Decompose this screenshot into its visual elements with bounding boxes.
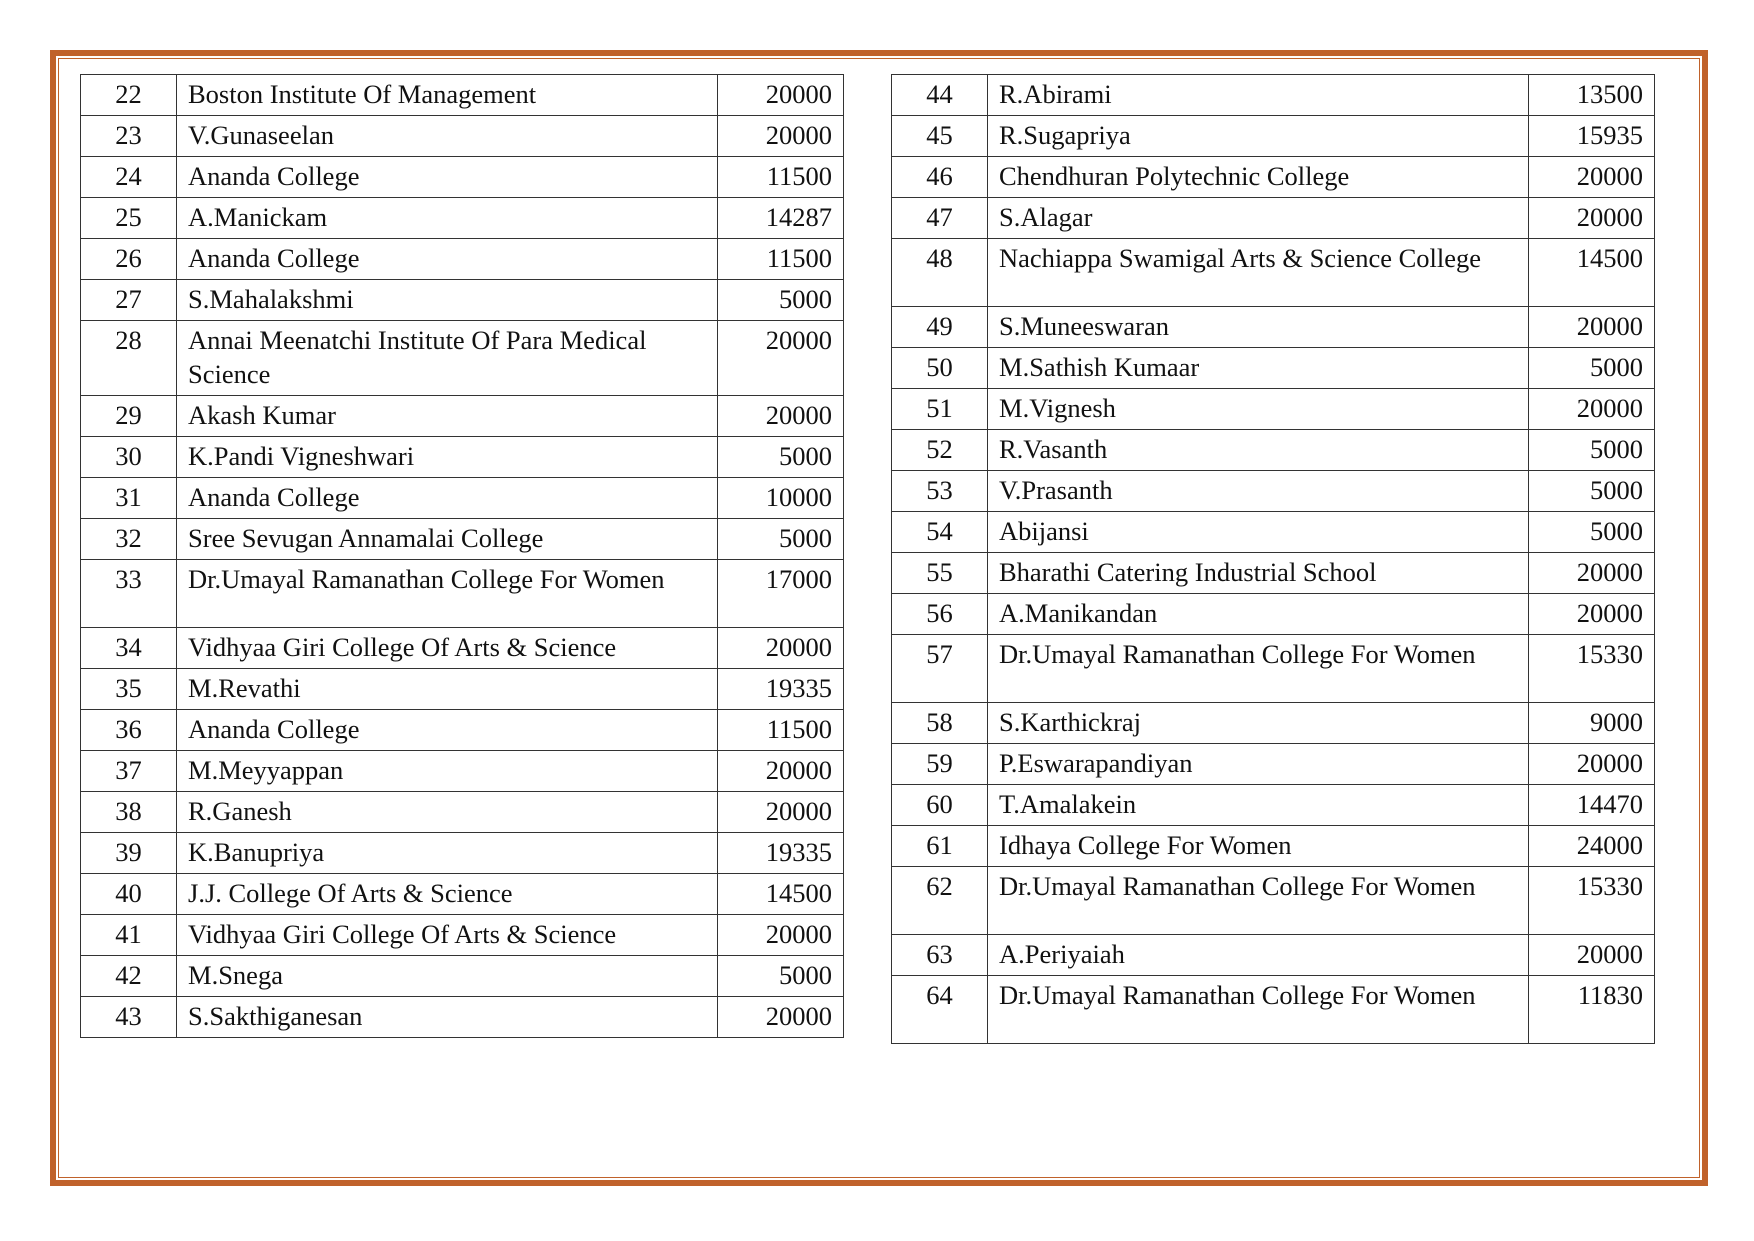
amount: 14287: [718, 198, 844, 239]
table-row: [81, 560, 844, 628]
recipient-name: Abijansi: [988, 512, 1529, 553]
recipient-name: R.Ganesh: [177, 792, 718, 833]
amount: 14500: [1529, 239, 1655, 307]
recipient-name: Dr.Umayal Ramanathan College For Women: [988, 976, 1529, 1044]
recipient-name: S.Alagar: [988, 198, 1529, 239]
table-row: [892, 471, 1655, 512]
amount: 19335: [718, 669, 844, 710]
row-number: 63: [892, 935, 988, 976]
row-number: 57: [892, 635, 988, 703]
amount: 13500: [1529, 75, 1655, 116]
recipient-name: Idhaya College For Women: [988, 826, 1529, 867]
row-number: 32: [81, 519, 177, 560]
table-row: [81, 198, 844, 239]
table-row: [892, 635, 1655, 703]
recipient-name: V.Prasanth: [988, 471, 1529, 512]
recipient-name: A.Periyaiah: [988, 935, 1529, 976]
row-number: 44: [892, 75, 988, 116]
table-row: [892, 935, 1655, 976]
recipient-name: Ananda College: [177, 710, 718, 751]
row-number: 45: [892, 116, 988, 157]
recipient-name: Ananda College: [177, 157, 718, 198]
amount: 15330: [1529, 867, 1655, 935]
amount: 20000: [1529, 157, 1655, 198]
amount: 20000: [718, 396, 844, 437]
row-number: 33: [81, 560, 177, 628]
row-number: 27: [81, 280, 177, 321]
table-row: [81, 280, 844, 321]
recipient-name: Ananda College: [177, 478, 718, 519]
amount: 11500: [718, 710, 844, 751]
table-row: [81, 792, 844, 833]
table-row: [81, 321, 844, 396]
recipient-name: S.Mahalakshmi: [177, 280, 718, 321]
amount: 15935: [1529, 116, 1655, 157]
recipient-name: R.Vasanth: [988, 430, 1529, 471]
row-number: 49: [892, 307, 988, 348]
amount: 20000: [718, 628, 844, 669]
row-number: 23: [81, 116, 177, 157]
amount: 10000: [718, 478, 844, 519]
amount: 11500: [718, 239, 844, 280]
row-number: 38: [81, 792, 177, 833]
recipient-name: J.J. College Of Arts & Science: [177, 874, 718, 915]
amount: 5000: [718, 437, 844, 478]
recipient-name: Vidhyaa Giri College Of Arts & Science: [177, 915, 718, 956]
recipient-name: Dr.Umayal Ramanathan College For Women: [988, 867, 1529, 935]
table-row: [81, 874, 844, 915]
table-row: [81, 437, 844, 478]
row-number: 48: [892, 239, 988, 307]
recipient-name: M.Meyyappan: [177, 751, 718, 792]
row-number: 54: [892, 512, 988, 553]
table-row: [892, 116, 1655, 157]
recipient-name: Dr.Umayal Ramanathan College For Women: [177, 560, 718, 628]
amount: 20000: [1529, 553, 1655, 594]
row-number: 64: [892, 976, 988, 1044]
row-number: 46: [892, 157, 988, 198]
table-row: [81, 956, 844, 997]
table-row: [81, 478, 844, 519]
row-number: 39: [81, 833, 177, 874]
row-number: 37: [81, 751, 177, 792]
recipient-name: Boston Institute Of Management: [177, 75, 718, 116]
recipient-name: M.Revathi: [177, 669, 718, 710]
amount: 20000: [1529, 744, 1655, 785]
row-number: 24: [81, 157, 177, 198]
row-number: 30: [81, 437, 177, 478]
row-number: 22: [81, 75, 177, 116]
amount: 5000: [1529, 471, 1655, 512]
table-row: [892, 157, 1655, 198]
amount: 5000: [718, 519, 844, 560]
row-number: 43: [81, 997, 177, 1038]
recipient-name: Chendhuran Polytechnic College: [988, 157, 1529, 198]
table-row: [81, 519, 844, 560]
amount: 20000: [718, 915, 844, 956]
amount: 11830: [1529, 976, 1655, 1044]
row-number: 53: [892, 471, 988, 512]
row-number: 28: [81, 321, 177, 396]
amount: 9000: [1529, 703, 1655, 744]
row-number: 29: [81, 396, 177, 437]
row-number: 31: [81, 478, 177, 519]
amount: 20000: [718, 116, 844, 157]
table-row: [892, 307, 1655, 348]
table-row: [892, 703, 1655, 744]
table-row: [81, 751, 844, 792]
amount: 24000: [1529, 826, 1655, 867]
amount: 14500: [718, 874, 844, 915]
table-row: [81, 239, 844, 280]
recipient-name: Akash Kumar: [177, 396, 718, 437]
recipient-name: V.Gunaseelan: [177, 116, 718, 157]
row-number: 56: [892, 594, 988, 635]
recipient-name: M.Sathish Kumaar: [988, 348, 1529, 389]
recipient-name: A.Manickam: [177, 198, 718, 239]
table-row: [892, 512, 1655, 553]
row-number: 25: [81, 198, 177, 239]
table-row: [892, 75, 1655, 116]
recipient-name: Dr.Umayal Ramanathan College For Women: [988, 635, 1529, 703]
table-row: [892, 239, 1655, 307]
recipient-name: S.Karthickraj: [988, 703, 1529, 744]
row-number: 50: [892, 348, 988, 389]
amount: 11500: [718, 157, 844, 198]
table-row: [892, 389, 1655, 430]
row-number: 36: [81, 710, 177, 751]
left-table: [80, 74, 844, 1038]
row-number: 51: [892, 389, 988, 430]
amount: 20000: [1529, 935, 1655, 976]
amount: 20000: [718, 792, 844, 833]
table-row: [81, 628, 844, 669]
table-row: [81, 75, 844, 116]
amount: 20000: [1529, 594, 1655, 635]
amount: 19335: [718, 833, 844, 874]
recipient-name: P.Eswarapandiyan: [988, 744, 1529, 785]
row-number: 59: [892, 744, 988, 785]
recipient-name: M.Snega: [177, 956, 718, 997]
recipient-name: R.Abirami: [988, 75, 1529, 116]
row-number: 58: [892, 703, 988, 744]
table-row: [892, 198, 1655, 239]
table-row: [81, 915, 844, 956]
amount: 20000: [1529, 389, 1655, 430]
row-number: 35: [81, 669, 177, 710]
table-row: [892, 594, 1655, 635]
recipient-name: A.Manikandan: [988, 594, 1529, 635]
recipient-name: Sree Sevugan Annamalai College: [177, 519, 718, 560]
amount: 5000: [1529, 512, 1655, 553]
table-row: [892, 553, 1655, 594]
recipient-name: Nachiappa Swamigal Arts & Science College: [988, 239, 1529, 307]
table-row: [81, 997, 844, 1038]
row-number: 26: [81, 239, 177, 280]
recipient-name: M.Vignesh: [988, 389, 1529, 430]
recipient-name: R.Sugapriya: [988, 116, 1529, 157]
table-row: [81, 833, 844, 874]
recipient-name: Bharathi Catering Industrial School: [988, 553, 1529, 594]
row-number: 60: [892, 785, 988, 826]
table-row: [892, 826, 1655, 867]
table-row: [81, 157, 844, 198]
table-row: [81, 396, 844, 437]
table-row: [892, 348, 1655, 389]
table-row: [892, 430, 1655, 471]
row-number: 40: [81, 874, 177, 915]
amount: 5000: [718, 280, 844, 321]
table-row: [892, 785, 1655, 826]
row-number: 61: [892, 826, 988, 867]
row-number: 42: [81, 956, 177, 997]
amount: 20000: [1529, 307, 1655, 348]
amount: 20000: [718, 321, 844, 396]
table-row: [892, 867, 1655, 935]
amount: 14470: [1529, 785, 1655, 826]
table-row: [892, 976, 1655, 1044]
row-number: 41: [81, 915, 177, 956]
amount: 5000: [1529, 430, 1655, 471]
amount: 5000: [718, 956, 844, 997]
recipient-name: Annai Meenatchi Institute Of Para Medical Science: [177, 321, 718, 396]
row-number: 62: [892, 867, 988, 935]
table-row: [81, 116, 844, 157]
table-row: [81, 669, 844, 710]
recipient-name: S.Muneeswaran: [988, 307, 1529, 348]
recipient-name: K.Pandi Vigneshwari: [177, 437, 718, 478]
amount: 20000: [718, 751, 844, 792]
recipient-name: T.Amalakein: [988, 785, 1529, 826]
recipient-name: S.Sakthiganesan: [177, 997, 718, 1038]
table-row: [81, 710, 844, 751]
recipient-name: K.Banupriya: [177, 833, 718, 874]
table-row: [892, 744, 1655, 785]
amount: 15330: [1529, 635, 1655, 703]
row-number: 52: [892, 430, 988, 471]
amount: 20000: [718, 997, 844, 1038]
recipient-name: Vidhyaa Giri College Of Arts & Science: [177, 628, 718, 669]
right-table: [891, 74, 1655, 1044]
row-number: 55: [892, 553, 988, 594]
amount: 20000: [1529, 198, 1655, 239]
recipient-name: Ananda College: [177, 239, 718, 280]
row-number: 47: [892, 198, 988, 239]
amount: 20000: [718, 75, 844, 116]
amount: 17000: [718, 560, 844, 628]
amount: 5000: [1529, 348, 1655, 389]
row-number: 34: [81, 628, 177, 669]
